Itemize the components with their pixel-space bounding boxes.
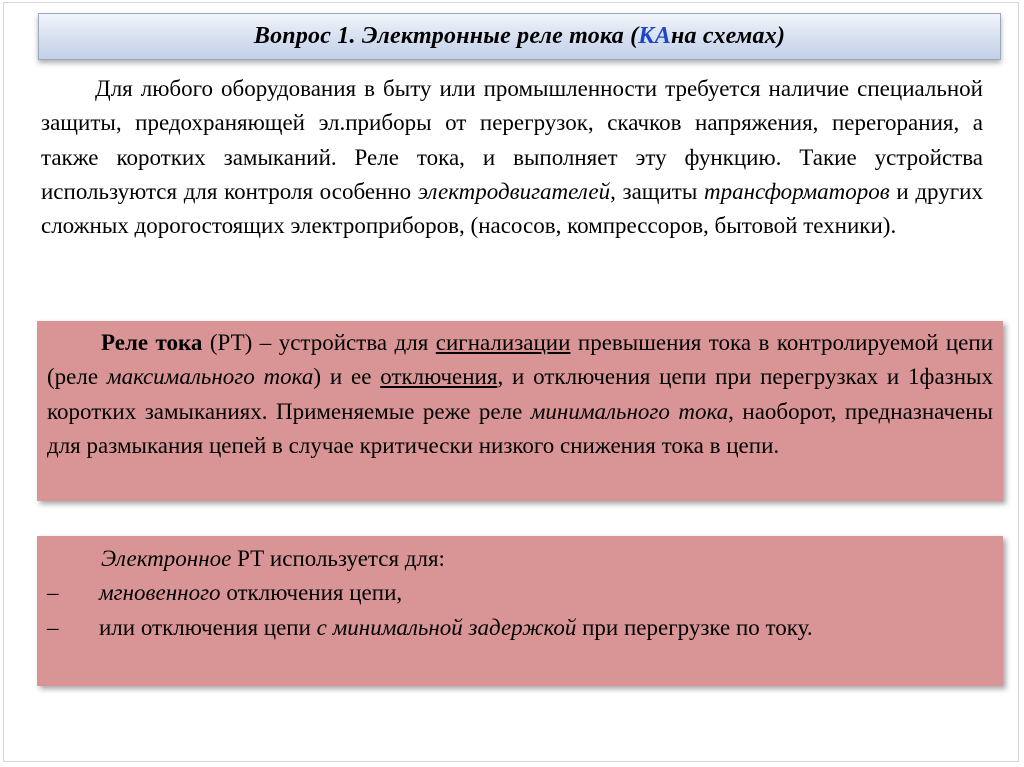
definition-text-1: (РТ) – устройства для [202, 330, 436, 355]
usage-lead-rest: РТ используется для: [231, 546, 445, 571]
definition-italic-min-current: минимального тока [530, 398, 729, 424]
definition-text-2: превышения тока в контролируемой цепи (реле [47, 330, 993, 390]
slide-title [38, 13, 1001, 60]
dash-bullet: – [47, 614, 59, 640]
usage-lead-line [47, 542, 993, 576]
title-accent: КА [638, 23, 671, 49]
dash-bullet: – [47, 580, 59, 606]
intro-italic-transformers: трансформаторов [703, 178, 890, 204]
usage-item-2-text-b: при перегрузке по току. [576, 614, 813, 640]
intro-text-2: , защиты [610, 178, 704, 204]
definition-italic-max-current: максимального тока [106, 364, 314, 390]
usage-paragraph [47, 542, 993, 645]
usage-item-1 [47, 576, 993, 610]
title-suffix: на схемах) [670, 23, 786, 49]
usage-item-1-italic: мгновенного [99, 580, 221, 606]
definition-text-5: , наоборот, предназначены для размыкания цепей в случае критически низкого снижения тока в цепи. [47, 398, 993, 458]
intro-text-1: Для любого оборудования в быту или промышленности требуется наличие специальной защиты, предохраняющей эл.приборы от перегрузок, скачков напряжения, перегорания, а также коротких замыканий. Реле тока, и выполняет эту функцию. Такие устройства используются для контроля особенно [41, 76, 983, 204]
intro-italic-motors: электродвигателей [417, 178, 611, 204]
usage-item-2-italic: с минимальной задержкой [316, 614, 577, 640]
usage-box [37, 536, 1003, 686]
usage-item-1-rest: отключения цепи, [220, 580, 403, 606]
title-prefix: Вопрос 1. Электронные реле тока ( [253, 23, 639, 49]
usage-lead-italic: Электронное [101, 546, 232, 571]
intro-paragraph [41, 72, 983, 243]
definition-underline-signal: сигнализации [435, 330, 571, 355]
definition-text-3: ) и ее [313, 364, 381, 390]
definition-text-4: , и отключения цепи при перегрузках и 1фазных коротких замыканиях. Применяемые реже реле [47, 364, 994, 424]
usage-item-2 [47, 615, 813, 640]
definition-term: Реле тока [101, 330, 203, 355]
usage-item-2-text-a: или отключения цепи [99, 614, 317, 640]
definition-paragraph [47, 326, 993, 463]
definition-box [37, 321, 1003, 501]
intro-text-3: и других сложных дорогостоящих электроприборов, (насосов, компрессоров, бытовой техники). [41, 178, 983, 239]
definition-underline-disconnect: отключения [380, 364, 498, 390]
